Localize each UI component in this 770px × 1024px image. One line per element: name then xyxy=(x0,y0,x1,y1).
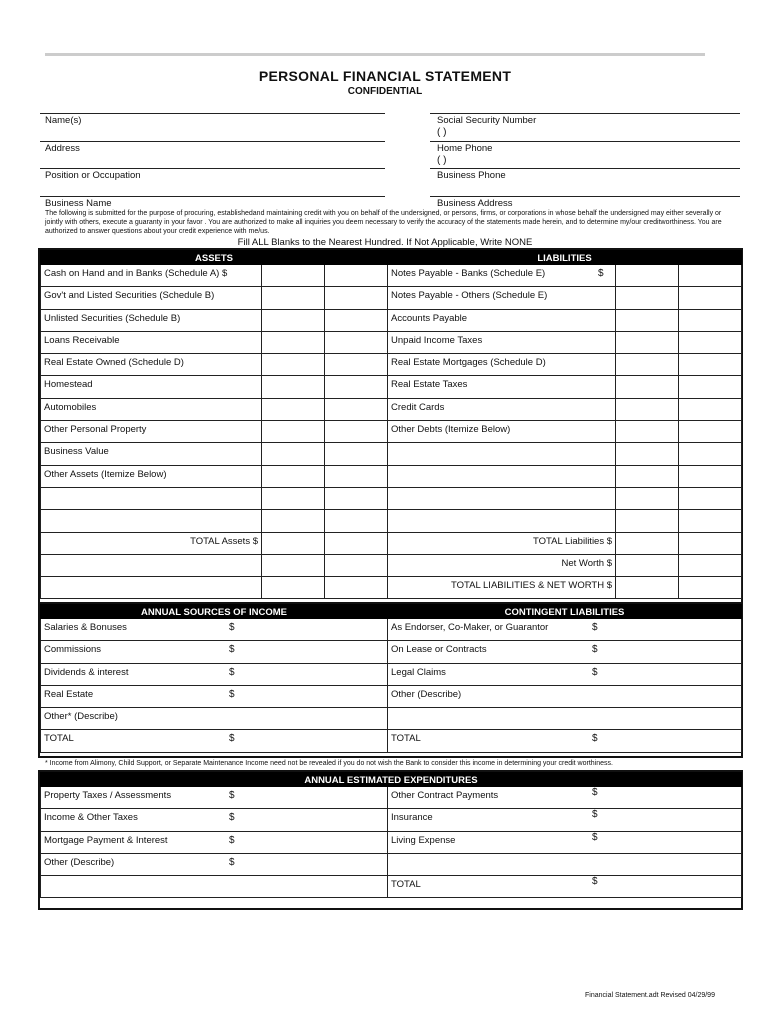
income-footnote: * Income from Alimony, Child Support, or Separate Maintenance Income need not be revealed if you do not wish the Bank to consider this income in determining your credit worthiness. xyxy=(45,760,613,767)
liability-label: Real Estate Mortgages (Schedule D) xyxy=(388,354,616,376)
asset-amount-cents[interactable] xyxy=(325,487,388,509)
ssn-line xyxy=(430,113,740,114)
expenditure-cell[interactable] xyxy=(388,809,742,831)
liability-label: Notes Payable - Banks (Schedule E) $ xyxy=(388,265,616,287)
page-title: PERSONAL FINANCIAL STATEMENT xyxy=(258,68,512,84)
income-heading: ANNUAL SOURCES OF INCOME xyxy=(41,605,388,619)
dollar-sign: $ xyxy=(229,812,235,824)
asset-label: Gov't and Listed Securities (Schedule B) xyxy=(41,287,262,309)
footer-revision: Financial Statement.adt Revised 04/29/99 xyxy=(585,992,715,999)
asset-amount-cents[interactable] xyxy=(325,265,388,287)
al-row xyxy=(41,554,742,576)
asset-amount[interactable] xyxy=(262,554,325,576)
address-field[interactable]: Address xyxy=(45,143,80,154)
income-header xyxy=(41,605,742,619)
dollar-sign: $ xyxy=(592,644,598,656)
asset-label: Cash on Hand and in Banks (Schedule A) $ xyxy=(41,265,262,287)
asset-amount[interactable] xyxy=(262,398,325,420)
al-row xyxy=(41,532,742,554)
expenditure-label: Insurance xyxy=(391,812,433,824)
liability-amount[interactable] xyxy=(616,354,679,376)
liability-amount[interactable] xyxy=(616,487,679,509)
expenditures-heading: ANNUAL ESTIMATED EXPENDITURES xyxy=(41,773,742,787)
asset-label: Other Assets (Itemize Below) xyxy=(41,465,262,487)
expenditure-row xyxy=(41,787,742,809)
top-rule xyxy=(45,53,705,56)
contingent-label: Other (Describe) xyxy=(391,688,462,700)
liability-label: Accounts Payable xyxy=(388,309,616,331)
expenditure-cell[interactable] xyxy=(41,787,388,809)
al-row xyxy=(41,354,742,376)
address-line xyxy=(40,141,385,142)
dollar-sign: $ xyxy=(229,622,235,633)
income-label: Dividends & interest xyxy=(44,666,129,678)
income-row xyxy=(41,685,742,707)
asset-amount-cents[interactable] xyxy=(325,554,388,576)
dollar-sign: $ xyxy=(598,268,604,279)
dollar-sign: $ xyxy=(229,790,235,801)
al-row xyxy=(41,287,742,309)
liability-amount-cents[interactable] xyxy=(679,287,742,309)
home-phone-line xyxy=(430,141,740,142)
dollar-sign: $ xyxy=(229,688,235,700)
disclaimer-text: The following is submitted for the purpose of procuring, establishedand maintaining credit with you on behalf of the undersigned, or persons, firms, or corporations in whose behalf the undersigned may either severally or jointly with others, execute a guaranty in your favor . You are authorized to make all inquiries you deem necessary to verify the accuracy of the statements made herein, and to determine my/our creditworthiness. You are authorized to answer questions about your credit experience with me/us. xyxy=(45,210,722,235)
asset-amount-cents[interactable] xyxy=(325,331,388,353)
contingent-cell[interactable] xyxy=(388,641,742,663)
asset-label xyxy=(41,487,262,509)
asset-amount[interactable] xyxy=(262,287,325,309)
liability-amount-cents[interactable] xyxy=(679,554,742,576)
expenditure-label: Income & Other Taxes xyxy=(44,812,138,824)
expenditure-cell[interactable] xyxy=(41,853,388,875)
liability-amount-cents[interactable] xyxy=(679,487,742,509)
expenditure-cell[interactable] xyxy=(41,876,388,898)
al-row xyxy=(41,443,742,465)
dollar-sign: $ xyxy=(592,809,598,821)
asset-amount-cents[interactable] xyxy=(325,577,388,599)
expenditure-label: Other Contract Payments xyxy=(391,790,499,801)
asset-label: Automobiles xyxy=(41,398,262,420)
expenditures-header xyxy=(41,773,742,787)
contingent-cell[interactable] xyxy=(388,663,742,685)
dollar-sign: $ xyxy=(229,856,235,868)
al-row xyxy=(41,487,742,509)
assets-liabilities-header xyxy=(41,251,742,265)
expenditure-label: Property Taxes / Assessments xyxy=(44,790,172,801)
expenditure-row xyxy=(41,876,742,898)
liability-amount[interactable] xyxy=(616,510,679,532)
liability-label xyxy=(388,487,616,509)
asset-amount-cents[interactable] xyxy=(325,398,388,420)
income-label: TOTAL xyxy=(44,733,74,745)
fill-instruction: Fill ALL Blanks to the Nearest Hundred. If Not Applicable, Write NONE xyxy=(237,237,533,248)
dollar-sign: $ xyxy=(592,666,598,678)
asset-amount[interactable] xyxy=(262,309,325,331)
dollar-sign: $ xyxy=(592,787,598,798)
liability-amount-cents[interactable] xyxy=(679,376,742,398)
al-row xyxy=(41,265,742,287)
liability-amount-cents[interactable] xyxy=(679,577,742,599)
liability-amount-cents[interactable] xyxy=(679,532,742,554)
liability-amount[interactable] xyxy=(616,443,679,465)
asset-amount-cents[interactable] xyxy=(325,465,388,487)
liability-label: Notes Payable - Others (Schedule E) xyxy=(388,287,616,309)
liability-amount-cents[interactable] xyxy=(679,309,742,331)
income-cell[interactable] xyxy=(41,708,388,730)
liability-label: TOTAL LIABILITIES & NET WORTH $ xyxy=(388,577,616,599)
al-row xyxy=(41,510,742,532)
asset-amount-cents[interactable] xyxy=(325,309,388,331)
al-row xyxy=(41,331,742,353)
assets-liabilities-table xyxy=(40,250,742,599)
liability-label: Unpaid Income Taxes xyxy=(388,331,616,353)
asset-label: Loans Receivable xyxy=(41,331,262,353)
liability-amount[interactable] xyxy=(616,331,679,353)
al-row xyxy=(41,309,742,331)
liability-label: Credit Cards xyxy=(388,398,616,420)
liability-amount[interactable] xyxy=(616,376,679,398)
income-cell[interactable] xyxy=(41,663,388,685)
dollar-sign: $ xyxy=(229,733,235,745)
asset-amount-cents[interactable] xyxy=(325,532,388,554)
asset-label: Real Estate Owned (Schedule D) xyxy=(41,354,262,376)
liability-label xyxy=(388,443,616,465)
asset-amount[interactable] xyxy=(262,577,325,599)
expenditure-cell[interactable] xyxy=(388,787,742,809)
ssn-field[interactable]: Social Security Number xyxy=(437,115,537,126)
expenditure-cell[interactable] xyxy=(41,831,388,853)
liability-amount[interactable] xyxy=(616,398,679,420)
dollar-sign: $ xyxy=(592,831,598,843)
liability-label: Net Worth $ xyxy=(388,554,616,576)
names-field[interactable]: Name(s) xyxy=(45,115,82,126)
business-phone-line xyxy=(430,168,740,169)
income-cell[interactable] xyxy=(41,685,388,707)
asset-amount[interactable] xyxy=(262,532,325,554)
position-field[interactable]: Position or Occupation xyxy=(45,170,141,181)
al-row xyxy=(41,421,742,443)
income-cell[interactable] xyxy=(41,619,388,641)
expenditure-cell[interactable] xyxy=(388,853,742,875)
assets-heading: ASSETS xyxy=(41,251,388,265)
liability-amount-cents[interactable] xyxy=(679,398,742,420)
contingent-cell[interactable] xyxy=(388,708,742,730)
liability-label: Other Debts (Itemize Below) xyxy=(388,421,616,443)
liability-amount[interactable] xyxy=(616,577,679,599)
liability-amount[interactable] xyxy=(616,287,679,309)
asset-amount-cents[interactable] xyxy=(325,510,388,532)
business-name-field[interactable]: Business Name xyxy=(45,198,112,209)
liabilities-heading: LIABILITIES xyxy=(388,251,742,265)
contingent-label: Legal Claims xyxy=(391,666,446,678)
expenditure-row xyxy=(41,831,742,853)
al-row xyxy=(41,398,742,420)
asset-amount[interactable] xyxy=(262,421,325,443)
income-label: Salaries & Bonuses xyxy=(44,622,127,633)
dollar-sign: $ xyxy=(592,876,598,888)
liability-amount-cents[interactable] xyxy=(679,331,742,353)
contingent-cell[interactable] xyxy=(388,619,742,641)
expenditure-label: Other (Describe) xyxy=(44,856,115,868)
dollar-sign: $ xyxy=(229,666,235,678)
asset-label: Other Personal Property xyxy=(41,421,262,443)
home-phone-paren: ( ) xyxy=(437,155,447,166)
asset-amount[interactable] xyxy=(262,331,325,353)
contingent-cell[interactable] xyxy=(388,685,742,707)
asset-amount[interactable] xyxy=(262,465,325,487)
al-row xyxy=(41,577,742,599)
income-row xyxy=(41,708,742,730)
ssn-paren: ( ) xyxy=(437,127,447,138)
liability-amount[interactable] xyxy=(616,554,679,576)
home-phone-field[interactable]: Home Phone xyxy=(437,143,493,154)
income-cell[interactable] xyxy=(41,730,388,752)
income-row xyxy=(41,641,742,663)
expenditure-row xyxy=(41,853,742,875)
business-phone-field[interactable]: Business Phone xyxy=(437,170,506,181)
asset-amount-cents[interactable] xyxy=(325,376,388,398)
liability-amount-cents[interactable] xyxy=(679,421,742,443)
asset-amount-cents[interactable] xyxy=(325,354,388,376)
business-name-line xyxy=(40,196,385,197)
income-row xyxy=(41,619,742,641)
dollar-sign: $ xyxy=(592,622,598,633)
income-label: Commissions xyxy=(44,644,102,656)
al-row xyxy=(41,465,742,487)
income-label: Other* (Describe) xyxy=(44,711,118,723)
liability-amount-cents[interactable] xyxy=(679,465,742,487)
liability-label: TOTAL Liabilities $ xyxy=(388,532,616,554)
dollar-sign: $ xyxy=(229,644,235,656)
business-address-field[interactable]: Business Address xyxy=(437,198,513,209)
liability-amount[interactable] xyxy=(616,532,679,554)
asset-amount[interactable] xyxy=(262,487,325,509)
liability-label xyxy=(388,510,616,532)
expenditure-cell[interactable] xyxy=(388,831,742,853)
asset-amount[interactable] xyxy=(262,443,325,465)
contingent-label: TOTAL xyxy=(391,733,421,745)
dollar-sign: $ xyxy=(592,733,598,745)
business-address-line xyxy=(430,196,740,197)
dollar-sign: $ xyxy=(229,834,235,846)
asset-label: TOTAL Assets $ xyxy=(41,532,262,554)
liability-label xyxy=(388,465,616,487)
names-line xyxy=(40,113,385,114)
asset-label xyxy=(41,510,262,532)
asset-amount[interactable] xyxy=(262,265,325,287)
al-row xyxy=(41,376,742,398)
liability-amount-cents[interactable] xyxy=(679,510,742,532)
asset-label xyxy=(41,577,262,599)
asset-amount[interactable] xyxy=(262,510,325,532)
position-line xyxy=(40,168,385,169)
liability-amount[interactable] xyxy=(616,465,679,487)
asset-label xyxy=(41,554,262,576)
liability-amount-cents[interactable] xyxy=(679,354,742,376)
expenditures-table xyxy=(40,772,742,898)
contingent-label: As Endorser, Co-Maker, or Guarantor xyxy=(391,622,549,633)
expenditure-row xyxy=(41,809,742,831)
expenditure-label: Living Expense xyxy=(391,834,456,846)
expenditure-cell[interactable] xyxy=(41,809,388,831)
liability-label: Real Estate Taxes xyxy=(388,376,616,398)
expenditure-label: Mortgage Payment & Interest xyxy=(44,834,168,846)
income-row xyxy=(41,730,742,752)
page-subtitle: CONFIDENTIAL xyxy=(347,86,423,97)
liability-amount-cents[interactable] xyxy=(679,443,742,465)
asset-amount-cents[interactable] xyxy=(325,443,388,465)
income-cell[interactable] xyxy=(41,641,388,663)
contingent-label: On Lease or Contracts xyxy=(391,644,487,656)
contingent-cell[interactable] xyxy=(388,730,742,752)
liability-amount[interactable] xyxy=(616,421,679,443)
asset-label: Homestead xyxy=(41,376,262,398)
asset-amount[interactable] xyxy=(262,354,325,376)
income-label: Real Estate xyxy=(44,688,94,700)
liability-amount[interactable] xyxy=(616,265,679,287)
asset-label: Business Value xyxy=(41,443,262,465)
contingent-heading: CONTINGENT LIABILITIES xyxy=(388,605,742,619)
asset-amount-cents[interactable] xyxy=(325,287,388,309)
income-table xyxy=(40,604,742,753)
income-row xyxy=(41,663,742,685)
expenditure-label: TOTAL xyxy=(391,879,421,891)
liability-amount[interactable] xyxy=(616,309,679,331)
asset-amount-cents[interactable] xyxy=(325,421,388,443)
asset-amount[interactable] xyxy=(262,376,325,398)
asset-label: Unlisted Securities (Schedule B) xyxy=(41,309,262,331)
expenditure-cell[interactable] xyxy=(388,876,742,898)
liability-amount-cents[interactable] xyxy=(679,265,742,287)
